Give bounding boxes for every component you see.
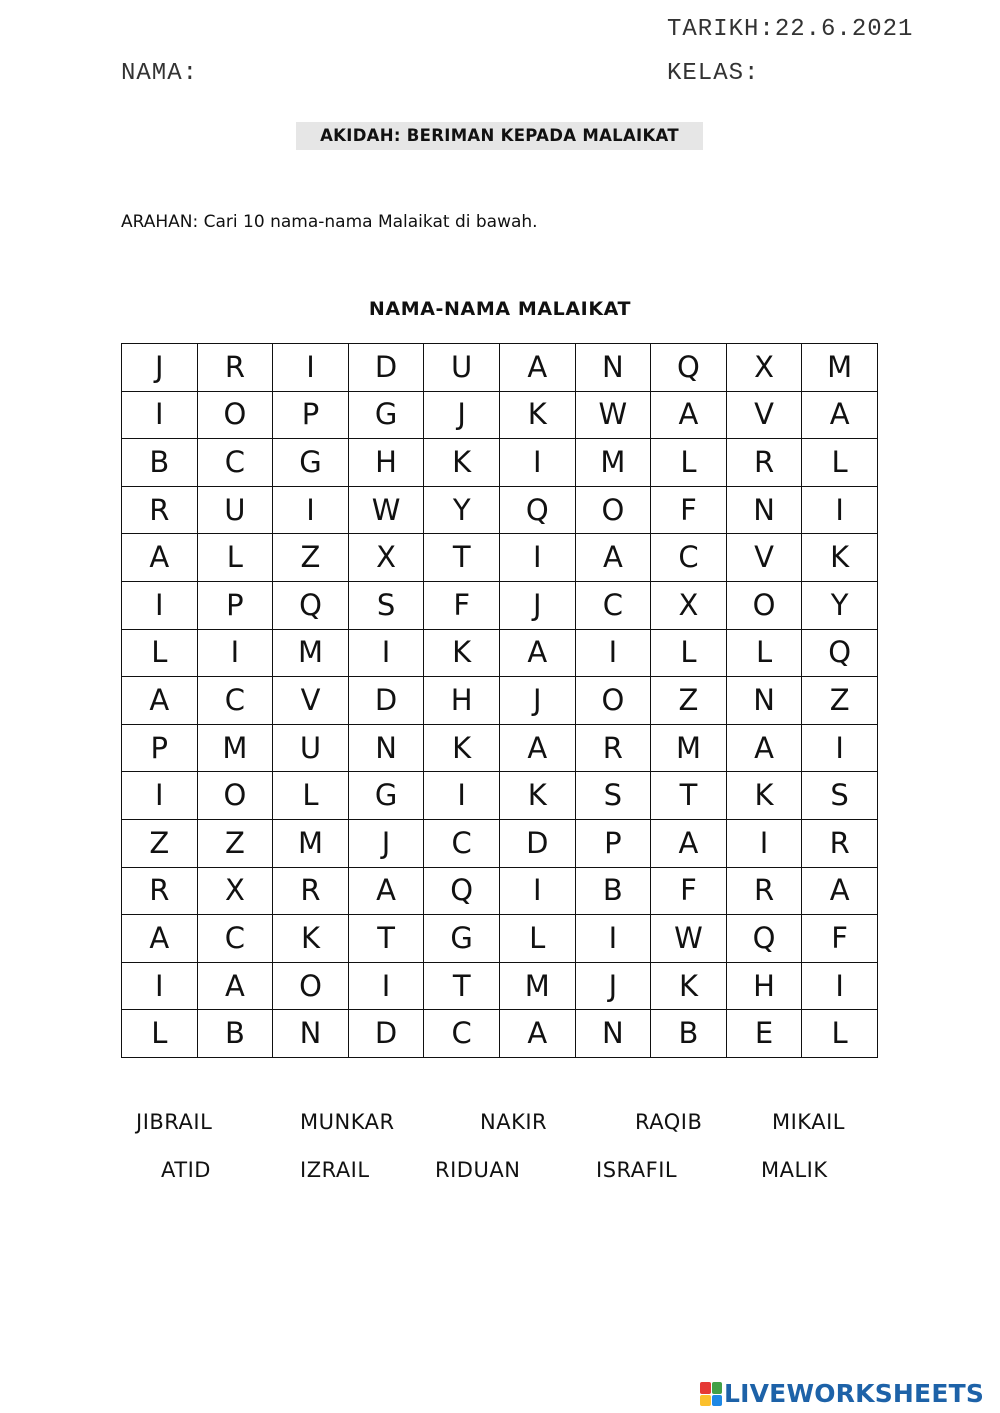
grid-row (122, 1010, 878, 1058)
grid-cell[interactable]: I (499, 439, 575, 487)
grid-cell[interactable]: B (651, 1010, 727, 1058)
grid-row (122, 629, 878, 677)
grid-cell[interactable]: O (197, 391, 273, 439)
grid-cell[interactable]: P (273, 391, 349, 439)
grid-cell[interactable]: A (197, 962, 273, 1010)
grid-cell[interactable]: K (802, 534, 878, 582)
grid-cell[interactable]: L (802, 1010, 878, 1058)
grid-cell[interactable]: R (273, 867, 349, 915)
grid-cell[interactable]: A (122, 915, 198, 963)
grid-cell[interactable]: R (575, 724, 651, 772)
logo-square (712, 1382, 723, 1394)
grid-cell[interactable]: R (726, 439, 802, 487)
grid-cell[interactable]: C (197, 915, 273, 963)
grid-cell[interactable]: L (197, 534, 273, 582)
grid-cell[interactable]: G (424, 915, 500, 963)
grid-cell[interactable]: B (122, 439, 198, 487)
grid-cell[interactable]: I (726, 819, 802, 867)
grid-cell[interactable]: W (651, 915, 727, 963)
grid-cell[interactable]: S (575, 772, 651, 820)
grid-cell[interactable]: P (197, 581, 273, 629)
grid-cell[interactable]: T (424, 962, 500, 1010)
grid-row (122, 581, 878, 629)
word-bank-item: MUNKAR (300, 1110, 395, 1134)
grid-cell[interactable]: Y (802, 581, 878, 629)
grid-cell[interactable]: W (575, 391, 651, 439)
grid-cell[interactable]: E (726, 1010, 802, 1058)
grid-cell[interactable]: G (273, 439, 349, 487)
grid-cell[interactable]: O (575, 486, 651, 534)
grid-cell[interactable]: J (424, 391, 500, 439)
grid-cell[interactable]: I (802, 962, 878, 1010)
grid-cell[interactable]: V (726, 391, 802, 439)
grid-cell[interactable]: Z (802, 677, 878, 725)
grid-cell[interactable]: V (273, 677, 349, 725)
grid-cell[interactable]: L (499, 915, 575, 963)
grid-cell[interactable]: I (197, 629, 273, 677)
grid-cell[interactable]: M (499, 962, 575, 1010)
grid-cell[interactable]: L (651, 439, 727, 487)
word-bank-item: ATID (161, 1158, 211, 1182)
grid-cell[interactable]: X (726, 344, 802, 392)
grid-cell[interactable]: I (122, 772, 198, 820)
grid-cell[interactable]: I (273, 344, 349, 392)
grid-cell[interactable]: Y (424, 486, 500, 534)
grid-cell[interactable]: I (499, 867, 575, 915)
grid-cell[interactable]: K (424, 629, 500, 677)
grid-cell[interactable]: B (575, 867, 651, 915)
date-label: TARIKH:22.6.2021 (667, 16, 914, 43)
grid-cell[interactable]: A (499, 724, 575, 772)
logo-square (700, 1382, 711, 1394)
grid-row (122, 344, 878, 392)
grid-cell[interactable]: M (273, 629, 349, 677)
grid-cell[interactable]: I (499, 534, 575, 582)
grid-cell[interactable]: O (726, 581, 802, 629)
grid-row (122, 724, 878, 772)
grid-cell[interactable]: M (273, 819, 349, 867)
instruction-text: ARAHAN: Cari 10 nama-nama Malaikat di bawah. (121, 212, 538, 232)
grid-cell[interactable]: A (802, 391, 878, 439)
grid-cell[interactable]: I (122, 581, 198, 629)
grid-cell[interactable]: A (499, 344, 575, 392)
grid-cell[interactable]: X (197, 867, 273, 915)
word-bank-item: IZRAIL (300, 1158, 370, 1182)
grid-cell[interactable]: L (273, 772, 349, 820)
grid-cell[interactable]: H (348, 439, 424, 487)
grid-cell[interactable]: Q (651, 344, 727, 392)
grid-cell[interactable]: Q (273, 581, 349, 629)
grid-cell[interactable]: A (575, 534, 651, 582)
grid-cell[interactable]: F (651, 486, 727, 534)
grid-cell[interactable]: N (726, 677, 802, 725)
grid-cell[interactable]: N (273, 1010, 349, 1058)
grid-cell[interactable]: O (273, 962, 349, 1010)
word-bank-item: RAQIB (635, 1110, 703, 1134)
grid-cell[interactable]: U (197, 486, 273, 534)
grid-cell[interactable]: D (499, 819, 575, 867)
class-field-label: KELAS: (667, 60, 760, 87)
grid-cell[interactable]: L (651, 629, 727, 677)
word-bank-item: RIDUAN (435, 1158, 521, 1182)
grid-cell[interactable]: I (122, 391, 198, 439)
grid-cell[interactable]: S (802, 772, 878, 820)
grid-cell[interactable]: D (348, 344, 424, 392)
subject-title: AKIDAH: BERIMAN KEPADA MALAIKAT (296, 122, 703, 150)
grid-cell[interactable]: S (348, 581, 424, 629)
liveworksheets-logo-icon (700, 1382, 722, 1406)
word-bank-item: MIKAIL (772, 1110, 845, 1134)
logo-square (712, 1395, 723, 1407)
grid-cell[interactable]: C (197, 677, 273, 725)
grid-cell[interactable]: A (726, 724, 802, 772)
grid-cell[interactable]: R (802, 819, 878, 867)
grid-cell[interactable]: C (424, 819, 500, 867)
grid-cell[interactable]: Q (424, 867, 500, 915)
grid-cell[interactable]: O (197, 772, 273, 820)
grid-cell[interactable]: U (273, 724, 349, 772)
grid-cell[interactable]: M (197, 724, 273, 772)
grid-cell[interactable]: X (651, 581, 727, 629)
grid-cell[interactable]: N (575, 1010, 651, 1058)
grid-cell[interactable]: J (499, 581, 575, 629)
grid-cell[interactable]: T (348, 915, 424, 963)
grid-cell[interactable]: I (802, 486, 878, 534)
grid-row (122, 391, 878, 439)
grid-row (122, 772, 878, 820)
grid-cell[interactable]: J (348, 819, 424, 867)
grid-cell[interactable]: L (802, 439, 878, 487)
grid-cell[interactable]: I (273, 486, 349, 534)
grid-cell[interactable]: D (348, 677, 424, 725)
grid-row (122, 962, 878, 1010)
grid-cell[interactable]: K (499, 391, 575, 439)
grid-cell[interactable]: I (575, 915, 651, 963)
grid-cell[interactable]: Z (197, 819, 273, 867)
grid-row (122, 439, 878, 487)
grid-cell[interactable]: L (122, 1010, 198, 1058)
grid-cell[interactable]: D (348, 1010, 424, 1058)
grid-cell[interactable]: I (802, 724, 878, 772)
grid-cell[interactable]: K (499, 772, 575, 820)
grid-cell[interactable]: A (651, 819, 727, 867)
grid-cell[interactable]: M (651, 724, 727, 772)
grid-cell[interactable]: Z (122, 819, 198, 867)
grid-cell[interactable]: X (348, 534, 424, 582)
grid-cell[interactable]: H (726, 962, 802, 1010)
grid-cell[interactable]: O (575, 677, 651, 725)
grid-cell[interactable]: A (122, 677, 198, 725)
grid-cell[interactable]: K (273, 915, 349, 963)
grid-cell[interactable]: I (424, 772, 500, 820)
grid-row (122, 486, 878, 534)
grid-cell[interactable]: M (575, 439, 651, 487)
grid-cell[interactable]: W (348, 486, 424, 534)
grid-row (122, 819, 878, 867)
word-bank-item: JIBRAIL (136, 1110, 213, 1134)
grid-cell[interactable]: I (348, 629, 424, 677)
grid-cell[interactable]: R (197, 344, 273, 392)
grid-cell[interactable]: I (575, 629, 651, 677)
grid-cell[interactable]: F (424, 581, 500, 629)
grid-cell[interactable]: C (424, 1010, 500, 1058)
liveworksheets-logo[interactable] (700, 1381, 984, 1407)
grid-cell[interactable]: J (499, 677, 575, 725)
grid-cell[interactable]: I (122, 962, 198, 1010)
grid-cell[interactable]: R (122, 486, 198, 534)
word-bank-item: NAKIR (480, 1110, 548, 1134)
grid-cell[interactable]: K (651, 962, 727, 1010)
grid-cell[interactable]: N (575, 344, 651, 392)
grid-cell[interactable]: K (726, 772, 802, 820)
grid-cell[interactable]: C (575, 581, 651, 629)
grid-cell[interactable]: K (424, 439, 500, 487)
liveworksheets-logo-text: LIVEWORKSHEETS (724, 1379, 985, 1408)
grid-cell[interactable]: T (651, 772, 727, 820)
grid-cell[interactable]: J (122, 344, 198, 392)
grid-cell[interactable]: Z (651, 677, 727, 725)
grid-cell[interactable]: I (348, 962, 424, 1010)
grid-cell[interactable]: H (424, 677, 500, 725)
name-field-label: NAMA: (121, 60, 199, 87)
grid-cell[interactable]: R (726, 867, 802, 915)
grid-cell[interactable]: N (348, 724, 424, 772)
grid-cell[interactable]: K (424, 724, 500, 772)
grid-cell[interactable]: A (651, 391, 727, 439)
grid-cell[interactable]: G (348, 772, 424, 820)
grid-cell[interactable]: F (802, 915, 878, 963)
grid-cell[interactable]: M (802, 344, 878, 392)
grid-cell[interactable]: P (122, 724, 198, 772)
grid-cell[interactable]: A (122, 534, 198, 582)
grid-cell[interactable]: A (499, 629, 575, 677)
grid-title: NAMA-NAMA MALAIKAT (368, 298, 632, 320)
logo-square (700, 1395, 711, 1407)
grid-cell[interactable]: J (575, 962, 651, 1010)
grid-cell[interactable]: R (122, 867, 198, 915)
grid-row (122, 915, 878, 963)
grid-cell[interactable]: F (651, 867, 727, 915)
grid-cell[interactable]: T (424, 534, 500, 582)
grid-cell[interactable]: L (122, 629, 198, 677)
grid-cell[interactable]: A (499, 1010, 575, 1058)
grid-cell[interactable]: C (651, 534, 727, 582)
word-bank-item: MALIK (761, 1158, 828, 1182)
grid-cell[interactable]: B (197, 1010, 273, 1058)
grid-row (122, 867, 878, 915)
grid-cell[interactable]: L (726, 629, 802, 677)
grid-cell[interactable]: C (197, 439, 273, 487)
grid-cell[interactable]: A (348, 867, 424, 915)
grid-cell[interactable]: A (802, 867, 878, 915)
grid-cell[interactable]: Q (726, 915, 802, 963)
grid-row (122, 677, 878, 725)
grid-cell[interactable]: V (726, 534, 802, 582)
grid-row (122, 534, 878, 582)
grid-cell[interactable]: U (424, 344, 500, 392)
grid-cell[interactable]: Z (273, 534, 349, 582)
grid-cell[interactable]: Q (802, 629, 878, 677)
grid-cell[interactable]: P (575, 819, 651, 867)
grid-cell[interactable]: Q (499, 486, 575, 534)
grid-cell[interactable]: N (726, 486, 802, 534)
word-search-grid (121, 343, 878, 1058)
word-bank-item: ISRAFIL (596, 1158, 678, 1182)
grid-cell[interactable]: G (348, 391, 424, 439)
